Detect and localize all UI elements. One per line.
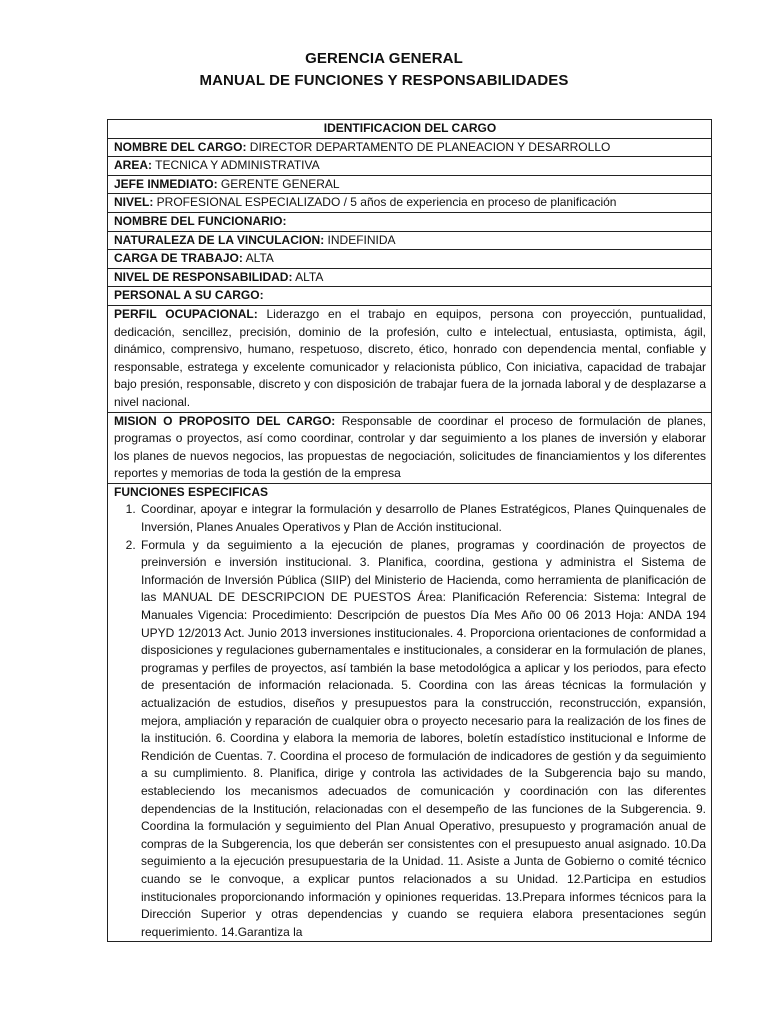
list-item: 1. Coordinar, apoyar e integrar la formulación y desarrollo de Planes Estratégicos, Planes Quinquenales de Inversión, Planes Anuales Operativos y Plan de Acción institucional. [139,501,706,536]
label-funciones-especificas: FUNCIONES ESPECIFICAS [114,484,269,499]
row-nombre-funcionario [108,212,712,231]
table-header-row [108,120,712,139]
value-carga-trabajo: ALTA [242,251,274,266]
row-personal-cargo [108,287,712,306]
label-perfil-ocupacional: PERFIL OCUPACIONAL: [114,306,258,321]
cell-nivel-responsabilidad [108,268,712,287]
cell-area [108,157,712,176]
label-nombre-funcionario: NOMBRE DEL FUNCIONARIO: [114,213,287,228]
cell-naturaleza-vinculacion [108,231,712,250]
value-nombre-cargo: DIRECTOR DEPARTAMENTO DE PLANEACION Y DESARROLLO [246,139,611,154]
row-nivel [108,194,712,213]
row-nombre-cargo [108,138,712,157]
row-perfil-ocupacional [108,305,712,412]
row-nivel-responsabilidad [108,268,712,287]
value-mision: Responsable de coordinar el proceso de formulación de planes, programas o proyectos, así como coordinar, controlar y dar seguimiento a los planes de inversión y elaborar los planes de nuevos negocios, las propuestas de negociación, solicitudes de financiamientos y los diferentes reportes y memorias de toda la gestión de la empresa [114,413,706,481]
label-area: AREA: [114,158,152,173]
identification-table [107,119,712,942]
value-nivel-responsabilidad: ALTA [292,269,324,284]
row-funciones-especificas [108,483,712,941]
cell-nombre-funcionario [108,212,712,231]
value-jefe-inmediato: GERENTE GENERAL [217,176,340,191]
document-titles [0,48,768,92]
row-mision [108,412,712,483]
label-mision: MISION O PROPOSITO DEL CARGO: [114,413,336,428]
cell-nombre-cargo [108,138,712,157]
row-jefe-inmediato [108,175,712,194]
cell-funciones-especificas [108,483,712,941]
label-nivel-responsabilidad: NIVEL DE RESPONSABILIDAD: [114,269,293,284]
value-area: TECNICA Y ADMINISTRATIVA [152,158,320,173]
value-naturaleza-vinculacion: INDEFINIDA [324,232,396,247]
label-naturaleza-vinculacion: NATURALEZA DE LA VINCULACION: [114,232,325,247]
funciones-list [114,501,706,941]
list-item: 2. Formula y da seguimiento a la ejecución de planes, programas y coordinación de proyectos de preinversión e inversión institucional. 3. Planifica, coordina, gestiona y administra el Sistema de Información de Inversión Pública (SIIP) del Ministerio de Hacienda, como herramienta de planificación de las MANUAL DE DESCRIPCION DE PUESTOS Área: Planificación Referencia: Sistema: Integral de Manuales Vigencia: Procedimiento: Descripción de puestos Día Mes Año 00 06 2013 Hoja: ANDA 194 UPYD 12/2013 Act. Junio 2013 inversiones institucionales. 4. Proporciona orientaciones de conformidad a disposiciones y regulaciones gubernamentales e institucionales, a considerar en la formulación de planes, programas y perfiles de proyectos, así también la base metodológica a aplicar y los periodos, para efecto de presentación de información relacionada. 5. Coordina con las áreas técnicas la formulación y actualización de estudios, diseños y presupuestos para la construcción, reconstrucción, expansión, mejora, ampliación y reparación de cualquier obra o proyecto necesario para la realización de los fines de la institución. 6. Coordina y elabora la memoria de labores, boletín estadístico institucional e Informe de Rendición de Cuentas. 7. Coordina el proceso de formulación de indicadores de gestión y da seguimiento a su cumplimiento. 8. Planifica, dirige y controla las actividades de la Subgerencia bajo su mando, estableciendo los mecanismos adecuados de comunicación y coordinación con las diferentes dependencias de la Institución, relacionadas con el desempeño de las funciones de la Subgerencia. 9. Coordina la formulación y seguimiento del Plan Anual Operativo, presupuesto y programación anual de compras de la Subgerencia, los que deberán ser consistentes con el presupuesto anual asignado. 10.Da seguimiento a la ejecución presupuestaria de la Unidad. 11. Asiste a Junta de Gobierno o comité técnico cuando se le convoque, a explicar puntos relacionados a su Unidad. 12.Participa en estudios institucionales proporcionando información y opiniones requeridas. 13.Prepara informes técnicos para la Dirección Superior y otras dependencias y cuando se requiera elabora presentaciones según requerimiento. 14.Garantiza la [139,537,706,942]
row-area [108,157,712,176]
cell-personal-cargo [108,287,712,306]
row-naturaleza-vinculacion [108,231,712,250]
value-perfil-ocupacional: Liderazgo en el trabajo en equipos, persona con proyección, puntualidad, dedicación, sencillez, precisión, dominio de la profesión, culto e intelectual, entusiasta, optimista, ágil, dinámico, comprensivo, humano, respetuoso, discreto, ético, honrado con dependencia mental, confiable y responsable, estratega y excelente comunicador y relacionista público, Con iniciativa, capacidad de trabajar bajo presión, responsable, discreto y con disposición de trabajar fuera de la jornada laboral y de desplazarse a nivel nacional. [114,306,706,409]
title-manual: MANUAL DE FUNCIONES Y RESPONSABILIDADES [199,72,569,89]
cell-perfil-ocupacional [108,305,712,412]
label-jefe-inmediato: JEFE INMEDIATO: [114,176,218,191]
label-carga-trabajo: CARGA DE TRABAJO: [114,251,243,266]
cell-nivel [108,194,712,213]
label-personal-cargo: PERSONAL A SU CARGO: [114,288,264,303]
cell-jefe-inmediato [108,175,712,194]
cell-mision [108,412,712,483]
cell-carga-trabajo [108,250,712,269]
title-gerencia-general: GERENCIA GENERAL [305,50,463,67]
value-nivel: PROFESIONAL ESPECIALIZADO / 5 años de experiencia en proceso de planificación [153,195,617,210]
row-carga-trabajo [108,250,712,269]
table-header: IDENTIFICACION DEL CARGO [108,120,712,139]
label-nivel: NIVEL: [114,195,154,210]
label-nombre-cargo: NOMBRE DEL CARGO: [114,139,247,154]
